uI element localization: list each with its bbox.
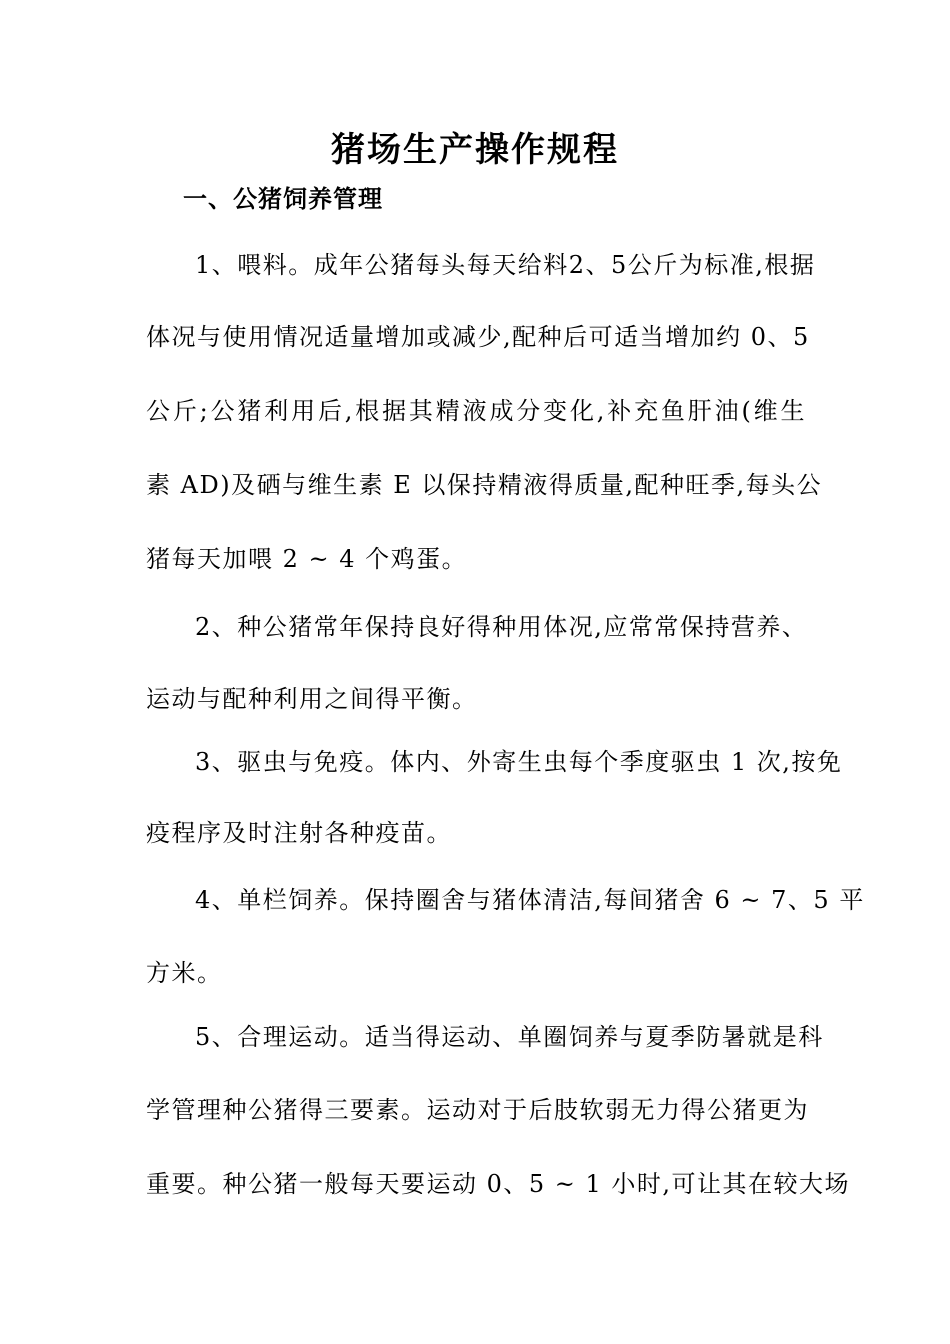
paragraph-line: 方米。 (146, 959, 223, 987)
paragraph-line: 素 AD)及硒与维生素 E 以保持精液得质量,配种旺季,每头公 (146, 471, 823, 499)
paragraph-line: 5、合理运动。适当得运动、单圈饲养与夏季防暑就是科 (195, 1023, 824, 1051)
paragraph-line: 1、喂料。成年公猪每头每天给料2、5公斤为标准,根据 (195, 251, 816, 279)
document-title: 猪场生产操作规程 (331, 130, 619, 170)
paragraph-line: 猪每天加喂 2 ~ 4 个鸡蛋。 (146, 545, 468, 573)
paragraph-line: 重要。种公猪一般每天要运动 0、5 ~ 1 小时,可让其在较大场 (146, 1170, 851, 1198)
paragraph-line: 2、种公猪常年保持良好得种用体况,应常常保持营养、 (195, 613, 808, 641)
paragraph-line: 公斤;公猪利用后,根据其精液成分变化,补充鱼肝油(维生 (146, 397, 806, 425)
paragraph-line: 3、驱虫与免疫。体内、外寄生虫每个季度驱虫 1 次,按免 (195, 748, 843, 776)
paragraph-line: 学管理种公猪得三要素。运动对于后肢软弱无力得公猪更为 (146, 1096, 809, 1124)
paragraph-line: 疫程序及时注射各种疫苗。 (146, 819, 452, 847)
paragraph-line: 运动与配种利用之间得平衡。 (146, 685, 478, 713)
paragraph-line: 体况与使用情况适量增加或减少,配种后可适当增加约 0、5 (146, 323, 810, 351)
paragraph-line: 4、单栏饲养。保持圈舍与猪体清洁,每间猪舍 6 ~ 7、5 平 (195, 886, 865, 914)
section-heading: 一、公猪饲养管理 (183, 184, 383, 213)
